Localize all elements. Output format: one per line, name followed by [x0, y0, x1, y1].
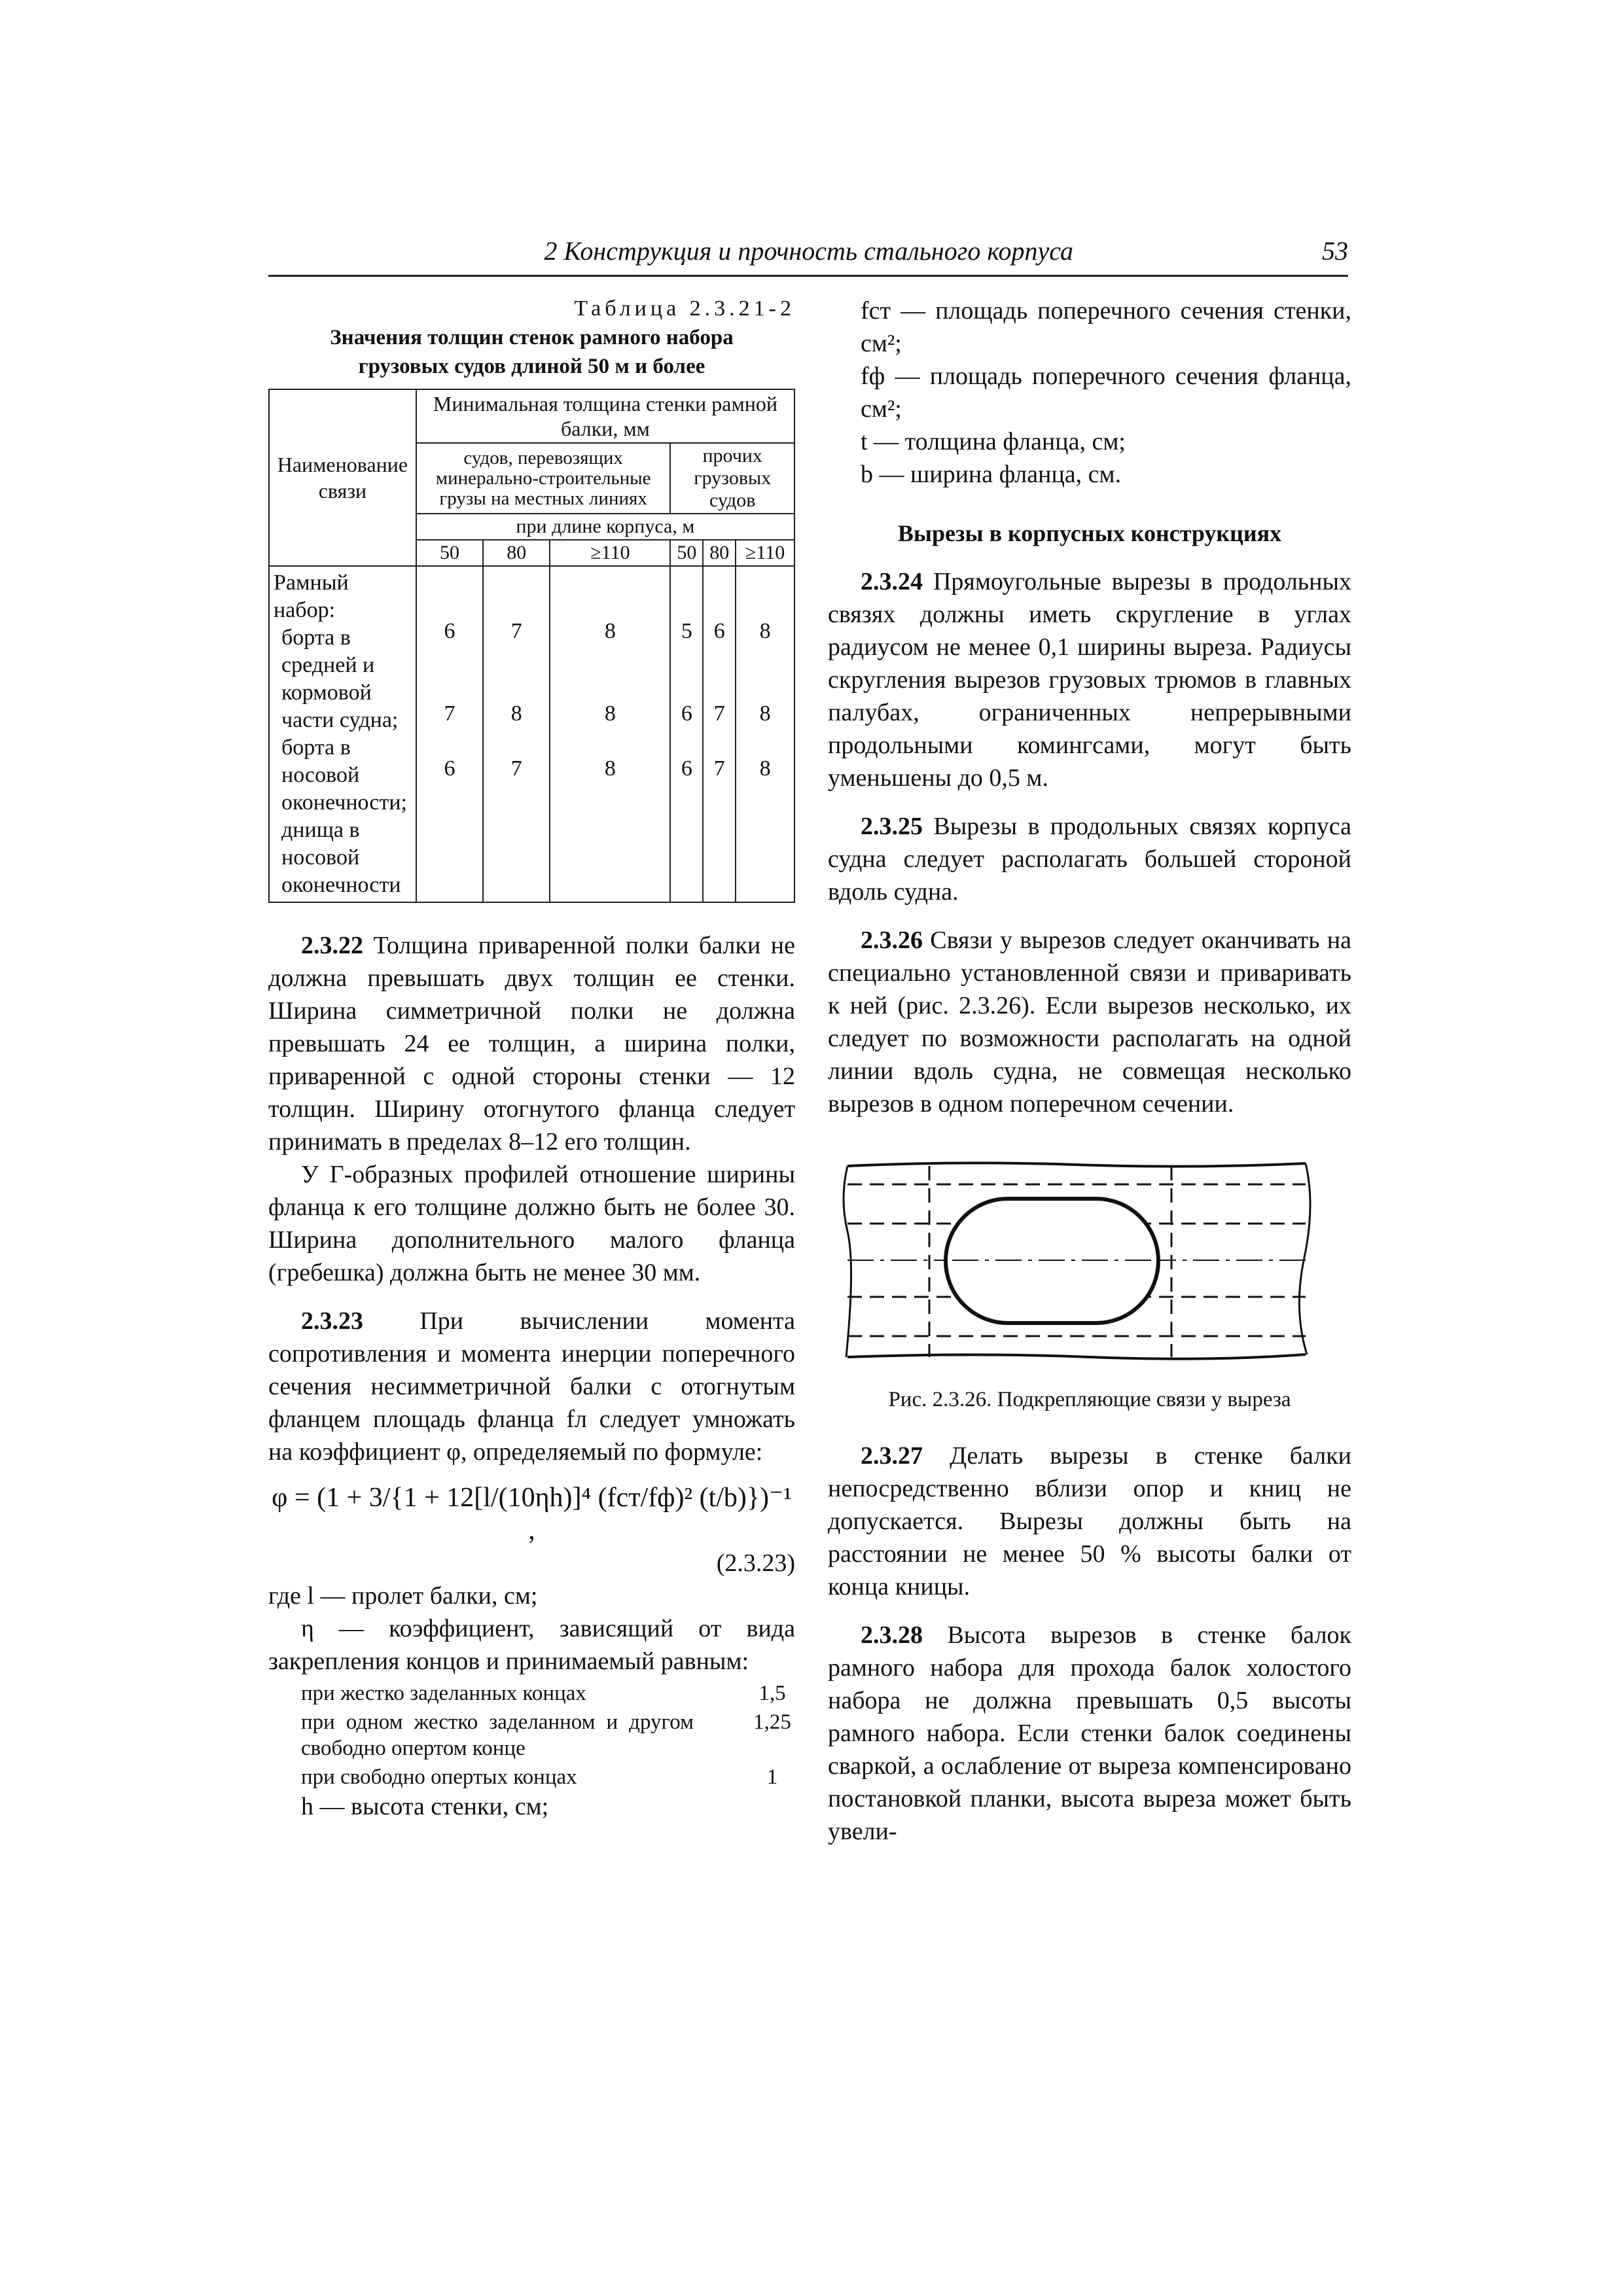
- clause-number: 2.3.26: [861, 927, 923, 954]
- eta-case: [268, 1680, 795, 1706]
- col-header-mineral: судов, перевозящих минерально-строительные грузы на местных линиях: [416, 443, 671, 514]
- break-line-right: [1299, 1163, 1310, 1354]
- value-cell: 8: [759, 701, 771, 726]
- clause-number: 2.3.23: [301, 1307, 363, 1335]
- length-cell: 50: [416, 540, 483, 566]
- table-title-line1: Значения толщин стенок рамного набора: [330, 326, 734, 349]
- value-cell: 8: [604, 619, 616, 643]
- length-cell: 80: [703, 540, 736, 566]
- definition-fph: fф — площадь поперечного сечения фланца, см²;: [861, 362, 1351, 423]
- right-column: [828, 294, 1351, 1848]
- paragraph-text: При вычислении момента сопротивления и момента инерции поперечного сечения несимметричной балки с отогнутым фланцем площадь фланца fл следует умножать на коэффициент φ, определяемый по формуле:: [268, 1307, 795, 1466]
- length-cell: 80: [483, 540, 550, 566]
- left-column: [268, 294, 795, 1823]
- col-header-other: прочих грузовых судов: [670, 443, 794, 514]
- length-cell: 50: [670, 540, 703, 566]
- eta-case-text: при жестко заделанных концах: [301, 1682, 586, 1705]
- definition-t: t — толщина фланца, см;: [861, 428, 1126, 455]
- cutout-drawing: [828, 1146, 1325, 1369]
- value-cell: 6: [444, 756, 455, 781]
- eta-case-value: 1,25: [753, 1710, 791, 1734]
- table-title-line2: грузовых судов длиной 50 м и более: [358, 355, 705, 378]
- value-cell: 8: [604, 756, 616, 781]
- definition-h: h — высота стенки, см;: [301, 1793, 549, 1820]
- break-line-left: [844, 1166, 851, 1357]
- break-line-top: [847, 1163, 1306, 1166]
- page-number: 53: [1322, 236, 1348, 266]
- group-label: Рамный набор:: [274, 571, 349, 622]
- clause-number: 2.3.22: [301, 932, 363, 959]
- value-cell: 7: [510, 756, 522, 781]
- eta-case: [268, 1764, 795, 1790]
- row-name: днища в носовой оконечности: [281, 818, 401, 897]
- row-names: [269, 566, 416, 902]
- value-cell: 7: [713, 756, 725, 781]
- col-header-min: Минимальная толщина стенки рамной балки, мм: [416, 389, 794, 443]
- paragraph-text: Прямоугольные вырезы в продольных связях должны иметь скругление в углах радиусом не менее 0,1 ширины выреза. Радиусы скругления вырезов грузовых трюмов в главных палубах, ограниченных непрерывными продольными комингсами, могут быть уменьшены до 0,5 м.: [828, 568, 1351, 792]
- value-cell: 7: [713, 701, 725, 726]
- eta-case-value: 1: [766, 1765, 778, 1789]
- header-title: 2 Конструкция и прочность стального корпуса: [544, 236, 1073, 266]
- value-column: [670, 566, 703, 902]
- definition-eta: η — коэффициент, зависящий от вида закрепления концов и принимаемый равным:: [268, 1615, 795, 1675]
- eta-case-text: при одном жестко заделанном и другом свободно опертом конце: [301, 1710, 694, 1760]
- paragraph-2-3-28: [828, 1619, 1351, 1848]
- clause-number: 2.3.24: [861, 568, 923, 595]
- paragraph-2-3-25: [828, 810, 1351, 908]
- equation-number: (2.3.23): [716, 1549, 795, 1577]
- value-column: [736, 566, 794, 902]
- paragraph-2-3-22: [268, 929, 795, 1158]
- length-cell: ≥110: [550, 540, 670, 566]
- paragraph-text: Толщина приваренной полки балки не должна превышать двух толщин ее стенки. Ширина симметричной полки не должна превышать 24 ее толщин, а ширина полки, приваренной с одной стороны стенки — 12 толщин. Ширину отогнутого фланца следует принимать в пределах 8–12 его толщин.: [268, 932, 795, 1156]
- formula-2-3-23: φ = (1 + 3/{1 + 12[l/(10ηh)]⁴ (fст/fф)² (t/b)})⁻¹ ,: [272, 1483, 792, 1545]
- col-header-length: при длине корпуса, м: [416, 514, 794, 540]
- paragraph-2-3-26: [828, 924, 1351, 1120]
- running-header: [268, 236, 1348, 277]
- value-cell: 7: [444, 701, 455, 726]
- definition-fst: fст — площадь поперечного сечения стенки, см²;: [861, 297, 1351, 357]
- col-header-name: Наименование связи: [269, 389, 416, 566]
- value-column: [703, 566, 736, 902]
- paragraph-text: Делать вырезы в стенке балки непосредственно вблизи опор и книц не допускается. Вырезы должны быть на расстоянии не менее 50 % высоты балки от конца кницы.: [828, 1442, 1351, 1600]
- paragraph-2-3-24: [828, 565, 1351, 794]
- value-cell: 8: [510, 701, 522, 726]
- clause-number: 2.3.28: [861, 1621, 923, 1649]
- section-heading: Вырезы в корпусных конструкциях: [897, 520, 1282, 546]
- value-column: [416, 566, 483, 902]
- break-line-bottom: [847, 1354, 1306, 1359]
- figure-cutout: [828, 1146, 1351, 1369]
- paragraph-2-3-27: [828, 1439, 1351, 1603]
- thickness-table: [268, 389, 795, 903]
- value-cell: 5: [681, 619, 692, 643]
- value-column: [483, 566, 550, 902]
- paragraph-text: Связи у вырезов следует оканчивать на специально установленной связи и приваривать к ней (рис. 2.3.26). Если вырезов несколько, их следует по возможности располагать на одной линии вдоль судна, не совмещая несколько вырезов в одном поперечном сечении.: [828, 927, 1351, 1118]
- definition-b: b — ширина фланца, см.: [861, 461, 1122, 488]
- value-cell: 8: [759, 756, 771, 781]
- table-title: [268, 323, 795, 381]
- value-cell: 6: [681, 756, 692, 781]
- value-cell: 8: [759, 619, 771, 643]
- row-name: борта в средней и кормовой части судна;: [281, 626, 399, 732]
- clause-number: 2.3.27: [861, 1442, 923, 1470]
- eta-case: [268, 1709, 795, 1761]
- clause-number: 2.3.25: [861, 813, 923, 840]
- value-cell: 6: [444, 619, 455, 643]
- row-name: борта в носовой оконечности;: [281, 735, 407, 815]
- table-caption: Таблица 2.3.21-2: [574, 296, 795, 321]
- figure-caption: Рис. 2.3.26. Подкрепляющие связи у выреза: [888, 1388, 1291, 1411]
- length-cell: ≥110: [736, 540, 794, 566]
- paragraph-text: Высота вырезов в стенке балок рамного набора для прохода балок холостого набора не должна превышать 0,5 высоты рамного набора. Если стенки балок соединены сваркой, а ослабление от выреза компенсировано постановкой планки, высота выреза может быть увели-: [828, 1621, 1351, 1845]
- eta-case-text: при свободно опертых концах: [301, 1765, 577, 1789]
- definition-l: где l — пролет балки, см;: [268, 1582, 538, 1610]
- value-cell: 6: [681, 701, 692, 726]
- value-column: [550, 566, 670, 902]
- value-cell: 7: [510, 619, 522, 643]
- value-cell: 6: [713, 619, 725, 643]
- value-cell: 8: [604, 701, 616, 726]
- paragraph-2-3-22b: У Г-образных профилей отношение ширины фланца к его толщине должно быть не более 30. Ширина дополнительного малого фланца (гребешка) должна быть не менее 30 мм.: [268, 1161, 795, 1286]
- eta-case-value: 1,5: [758, 1682, 786, 1705]
- paragraph-text: Вырезы в продольных связях корпуса судна следует располагать большей стороной вдоль судна.: [828, 813, 1351, 906]
- paragraph-2-3-23: [268, 1305, 795, 1468]
